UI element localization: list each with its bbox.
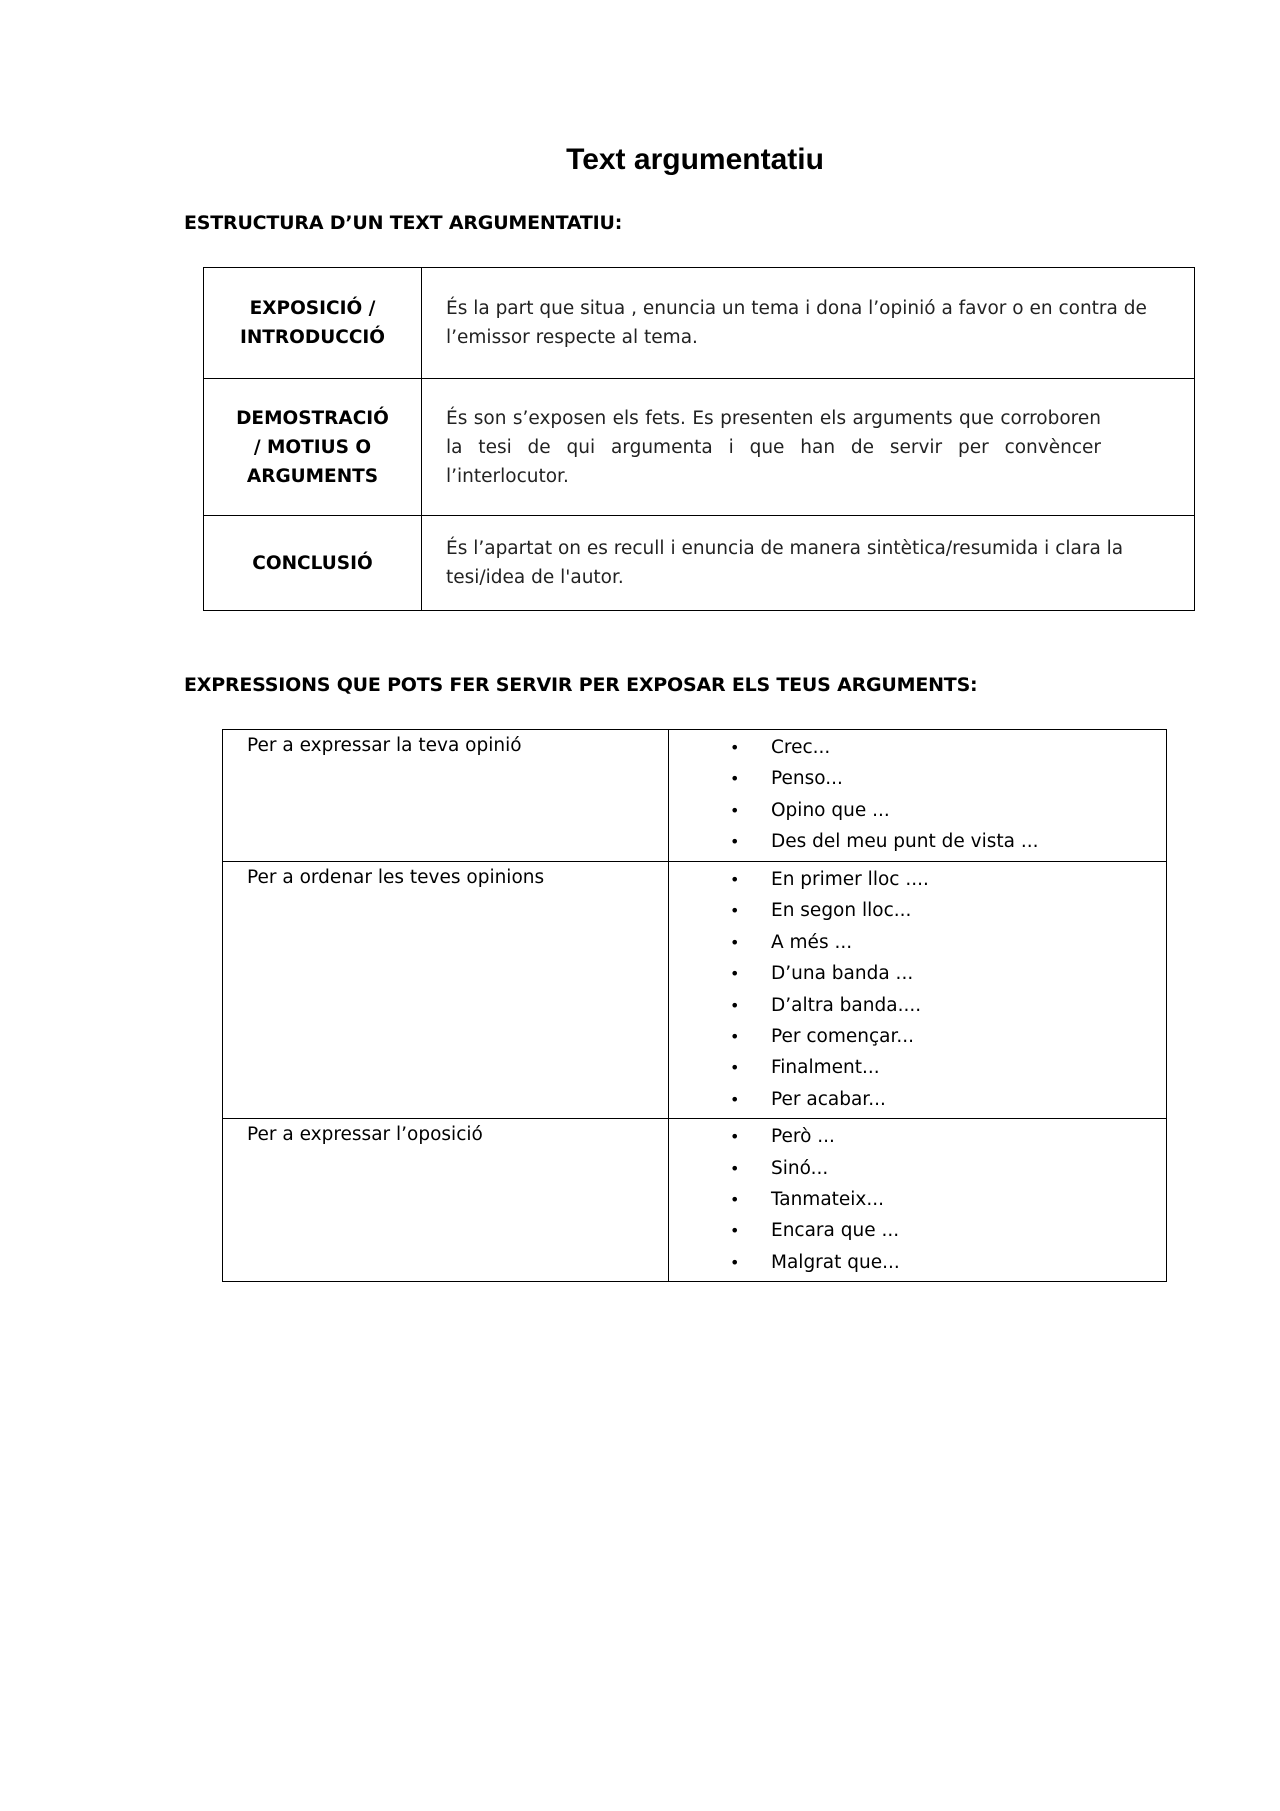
expression-item	[669, 829, 1166, 860]
expression-item	[669, 766, 1166, 797]
expression-text: D’altra banda....	[771, 994, 922, 1016]
structure-description: És l’apartat on es recull i enuncia de manera sintètica/resumida i clara la tesi/idea de l'autor.	[422, 516, 1195, 611]
expression-text: Penso...	[771, 768, 843, 790]
bullet-icon: •	[730, 832, 740, 852]
expression-category: Per a ordenar les teves opinions	[223, 862, 669, 1119]
expression-item	[669, 867, 1166, 898]
bullet-icon: •	[730, 1158, 740, 1178]
expression-list	[669, 1124, 1166, 1281]
bullet-icon: •	[730, 738, 740, 757]
expression-items	[669, 730, 1167, 862]
structure-row	[204, 516, 1195, 611]
expression-item	[669, 898, 1166, 929]
bullet-icon: •	[730, 1127, 740, 1147]
expression-group	[223, 730, 1167, 862]
expression-text: Encara que ...	[771, 1220, 900, 1242]
expression-text: Però ...	[771, 1126, 835, 1148]
expression-text: A més ...	[771, 931, 853, 953]
expression-items	[669, 862, 1167, 1119]
expression-text: Crec...	[771, 737, 831, 758]
expression-text: En segon lloc...	[771, 900, 912, 922]
expression-group	[223, 862, 1167, 1119]
expression-text: Sinó...	[771, 1157, 829, 1179]
bullet-icon: •	[730, 995, 740, 1015]
expression-category: Per a expressar l’oposició	[223, 1119, 669, 1282]
bullet-icon: •	[730, 1221, 740, 1241]
expression-item	[669, 993, 1166, 1024]
expression-item	[669, 798, 1166, 829]
expression-text: Finalment...	[771, 1057, 880, 1079]
structure-row	[204, 379, 1195, 516]
structure-label: EXPOSICIÓ / INTRODUCCIÓ	[204, 268, 422, 379]
expression-text: Opino que ...	[771, 799, 890, 821]
expression-text: Tanmateix...	[771, 1188, 885, 1210]
expression-category: Per a expressar la teva opinió	[223, 730, 669, 862]
bullet-icon: •	[730, 1189, 740, 1209]
expressions-table	[222, 729, 1167, 1282]
structure-description: És son s’exposen els fets. Es presenten els arguments que corroboren la tesi de qui argumenta i que han de servir per convèncer l’interlocutor.	[422, 379, 1195, 516]
expression-item	[669, 1187, 1166, 1218]
expression-list	[669, 735, 1166, 861]
bullet-icon: •	[730, 769, 740, 789]
structure-row	[204, 268, 1195, 379]
bullet-icon: •	[730, 1026, 740, 1046]
expression-text: Malgrat que...	[771, 1251, 900, 1273]
expressions-heading: EXPRESSIONS QUE POTS FER SERVIR PER EXPOSAR ELS TEUS ARGUMENTS:	[184, 674, 978, 696]
expression-item	[669, 1156, 1166, 1187]
expression-item	[669, 1124, 1166, 1155]
expression-item	[669, 1087, 1166, 1118]
bullet-icon: •	[730, 932, 740, 952]
bullet-icon: •	[730, 964, 740, 984]
expression-group	[223, 1119, 1167, 1282]
structure-label: CONCLUSIÓ	[204, 516, 422, 611]
expression-text: Des del meu punt de vista ...	[771, 831, 1039, 853]
expression-text: Per començar...	[771, 1025, 915, 1047]
bullet-icon: •	[730, 1089, 740, 1109]
bullet-icon: •	[730, 800, 740, 820]
structure-label: DEMOSTRACIÓ / MOTIUS O ARGUMENTS	[204, 379, 422, 516]
expression-list	[669, 867, 1166, 1118]
expression-items	[669, 1119, 1167, 1282]
expression-item	[669, 1055, 1166, 1086]
document-title: Text argumentatiu	[566, 143, 824, 176]
expression-text: Per acabar...	[771, 1088, 886, 1110]
expression-item	[669, 1024, 1166, 1055]
structure-table	[203, 267, 1195, 611]
expression-item	[669, 1218, 1166, 1249]
structure-heading: ESTRUCTURA D’UN TEXT ARGUMENTATIU:	[184, 212, 623, 234]
expression-item	[669, 961, 1166, 992]
bullet-icon: •	[730, 901, 740, 921]
expression-text: En primer lloc ....	[771, 869, 929, 890]
bullet-icon: •	[730, 1058, 740, 1078]
structure-description: És la part que situa , enuncia un tema i dona l’opinió a favor o en contra de l’emissor respecte al tema.	[422, 268, 1195, 379]
expression-item	[669, 1250, 1166, 1281]
expression-item	[669, 930, 1166, 961]
bullet-icon: •	[730, 1252, 740, 1272]
expression-item	[669, 735, 1166, 766]
bullet-icon: •	[730, 870, 740, 889]
expression-text: D’una banda ...	[771, 963, 914, 985]
